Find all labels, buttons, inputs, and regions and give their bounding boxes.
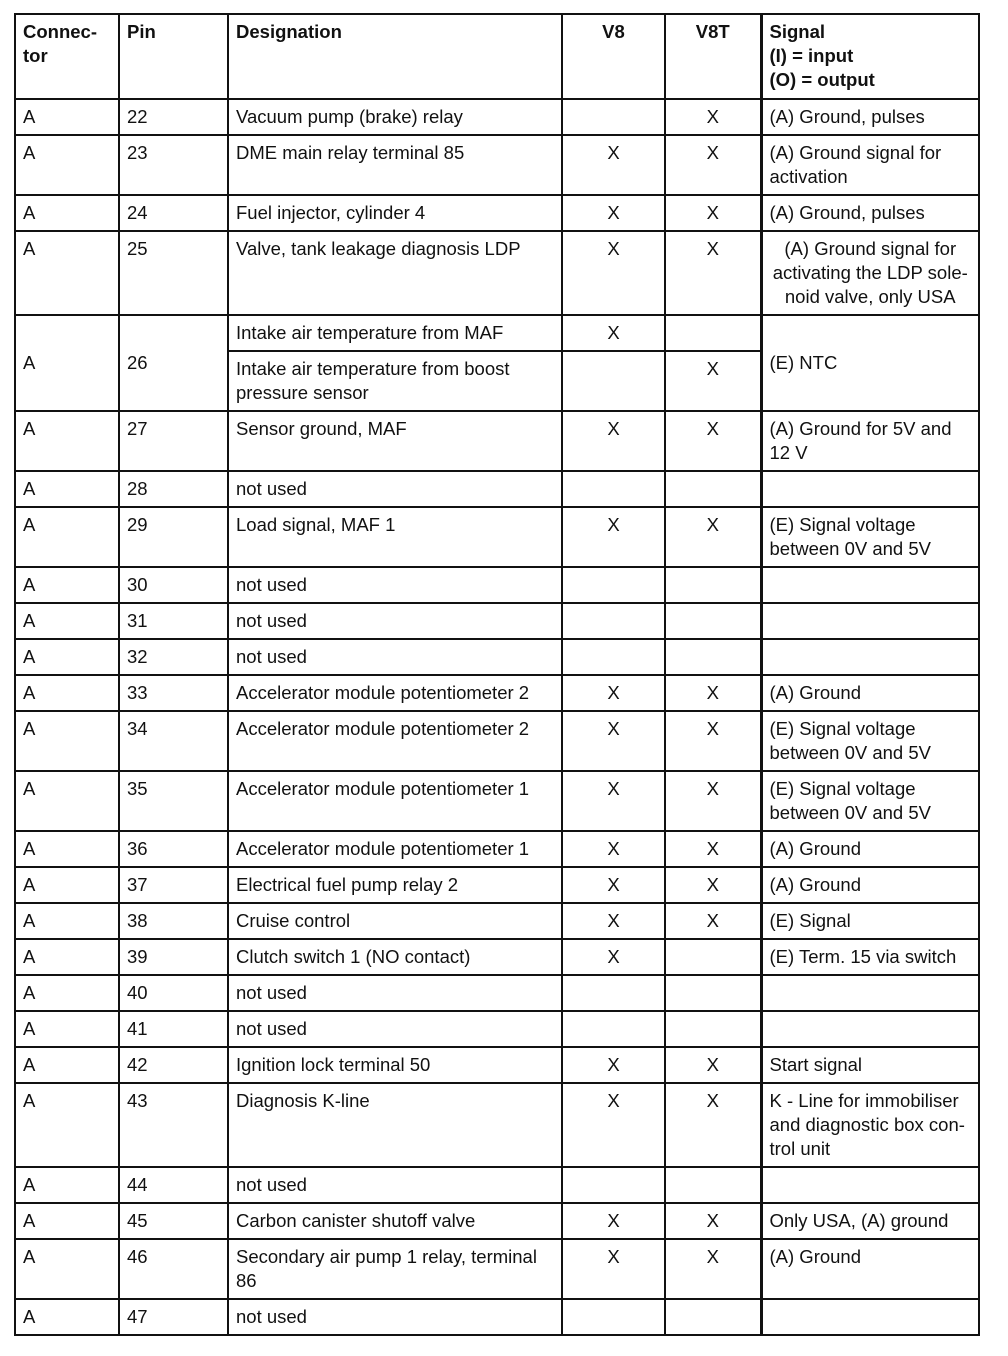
- cell-designation: not used: [228, 1011, 562, 1047]
- cell-pin: 22: [119, 99, 228, 135]
- cell-signal: (A) Ground: [761, 1239, 979, 1299]
- cell-pin: 28: [119, 471, 228, 507]
- cell-v8: X: [562, 1083, 665, 1167]
- cell-v8t: [665, 471, 761, 507]
- cell-v8t: X: [665, 507, 761, 567]
- cell-v8: [562, 471, 665, 507]
- cell-v8: [562, 351, 665, 411]
- table-row: [15, 99, 979, 135]
- cell-connector: A: [15, 771, 119, 831]
- cell-signal: [761, 639, 979, 675]
- cell-v8t: X: [665, 195, 761, 231]
- cell-pin: 31: [119, 603, 228, 639]
- cell-designation: Accelerator module potentiometer 1: [228, 771, 562, 831]
- cell-connector: A: [15, 411, 119, 471]
- table-row: [15, 195, 979, 231]
- cell-v8t: X: [665, 1047, 761, 1083]
- cell-signal: (A) Ground: [761, 867, 979, 903]
- table-row: [15, 639, 979, 675]
- table-row: [15, 411, 979, 471]
- cell-v8: X: [562, 831, 665, 867]
- table-row: [15, 471, 979, 507]
- cell-designation: not used: [228, 975, 562, 1011]
- cell-v8: [562, 975, 665, 1011]
- cell-pin: 34: [119, 711, 228, 771]
- cell-pin: 38: [119, 903, 228, 939]
- cell-pin: 23: [119, 135, 228, 195]
- cell-v8: X: [562, 507, 665, 567]
- cell-v8t: [665, 315, 761, 351]
- cell-designation: Accelerator module potentiometer 2: [228, 675, 562, 711]
- table-row: [15, 771, 979, 831]
- cell-v8: [562, 567, 665, 603]
- cell-pin: 30: [119, 567, 228, 603]
- cell-pin: 32: [119, 639, 228, 675]
- cell-v8: X: [562, 771, 665, 831]
- cell-v8t: X: [665, 1239, 761, 1299]
- table-row: [15, 939, 979, 975]
- table-row: [15, 1047, 979, 1083]
- cell-signal: (E) NTC: [761, 315, 979, 411]
- cell-pin: 46: [119, 1239, 228, 1299]
- table-row: [15, 831, 979, 867]
- cell-connector: A: [15, 1083, 119, 1167]
- cell-connector: A: [15, 603, 119, 639]
- cell-connector: A: [15, 195, 119, 231]
- cell-v8: X: [562, 867, 665, 903]
- table-row: [15, 603, 979, 639]
- cell-signal: (E) Signal: [761, 903, 979, 939]
- cell-signal: (E) Signal voltage between 0V and 5V: [761, 711, 979, 771]
- cell-signal: [761, 471, 979, 507]
- cell-pin: 40: [119, 975, 228, 1011]
- header-v8t: V8T: [665, 14, 761, 99]
- cell-v8t: [665, 1299, 761, 1335]
- cell-connector: A: [15, 1299, 119, 1335]
- cell-signal: K - Line for immobiliser and diagnostic box con- trol unit: [761, 1083, 979, 1167]
- table-row: [15, 567, 979, 603]
- cell-connector: A: [15, 903, 119, 939]
- cell-v8: [562, 603, 665, 639]
- cell-connector: A: [15, 1239, 119, 1299]
- cell-designation: not used: [228, 471, 562, 507]
- cell-v8: [562, 639, 665, 675]
- cell-connector: A: [15, 1203, 119, 1239]
- table-row: [15, 1167, 979, 1203]
- cell-signal: (A) Ground, pulses: [761, 99, 979, 135]
- table-row: [15, 711, 979, 771]
- cell-v8t: X: [665, 903, 761, 939]
- cell-signal: (A) Ground signal for activating the LDP sole- noid valve, only USA: [761, 231, 979, 315]
- cell-designation: Sensor ground, MAF: [228, 411, 562, 471]
- cell-v8: X: [562, 1239, 665, 1299]
- cell-pin: 42: [119, 1047, 228, 1083]
- header-signal-label: Signal (I) = input (O) = output: [769, 21, 875, 90]
- cell-designation: Clutch switch 1 (NO contact): [228, 939, 562, 975]
- cell-v8: X: [562, 939, 665, 975]
- cell-v8t: [665, 603, 761, 639]
- cell-designation: Diagnosis K-line: [228, 1083, 562, 1167]
- cell-pin: 26: [119, 315, 228, 411]
- cell-designation: Vacuum pump (brake) relay: [228, 99, 562, 135]
- cell-v8: [562, 1167, 665, 1203]
- cell-v8t: X: [665, 867, 761, 903]
- cell-connector: A: [15, 639, 119, 675]
- cell-v8t: [665, 1167, 761, 1203]
- cell-signal: [761, 1167, 979, 1203]
- cell-signal: (E) Term. 15 via switch: [761, 939, 979, 975]
- cell-signal: [761, 1011, 979, 1047]
- cell-v8t: [665, 939, 761, 975]
- cell-pin: 45: [119, 1203, 228, 1239]
- cell-designation: Ignition lock terminal 50: [228, 1047, 562, 1083]
- cell-designation: Carbon canister shutoff valve: [228, 1203, 562, 1239]
- cell-connector: A: [15, 1047, 119, 1083]
- cell-connector: A: [15, 99, 119, 135]
- cell-pin: 41: [119, 1011, 228, 1047]
- cell-signal: (A) Ground for 5V and 12 V: [761, 411, 979, 471]
- cell-connector: A: [15, 711, 119, 771]
- cell-signal: (A) Ground, pulses: [761, 195, 979, 231]
- cell-v8t: [665, 975, 761, 1011]
- cell-connector: A: [15, 1167, 119, 1203]
- cell-connector: A: [15, 675, 119, 711]
- cell-designation: Intake air temperature from MAF: [228, 315, 562, 351]
- cell-designation: Electrical fuel pump relay 2: [228, 867, 562, 903]
- cell-signal: (A) Ground: [761, 675, 979, 711]
- cell-connector: A: [15, 507, 119, 567]
- cell-pin: 27: [119, 411, 228, 471]
- cell-pin: 39: [119, 939, 228, 975]
- cell-designation: Fuel injector, cylinder 4: [228, 195, 562, 231]
- cell-designation: Load signal, MAF 1: [228, 507, 562, 567]
- cell-signal: [761, 975, 979, 1011]
- cell-v8: [562, 1011, 665, 1047]
- cell-v8t: X: [665, 231, 761, 315]
- cell-pin: 47: [119, 1299, 228, 1335]
- cell-v8t: [665, 1011, 761, 1047]
- table-row: [15, 1239, 979, 1299]
- cell-designation: not used: [228, 1167, 562, 1203]
- cell-v8: X: [562, 195, 665, 231]
- cell-v8: X: [562, 711, 665, 771]
- table-body: [15, 99, 979, 1335]
- table-row: [15, 231, 979, 315]
- table-row: [15, 1011, 979, 1047]
- table-row: [15, 1203, 979, 1239]
- table-row: [15, 975, 979, 1011]
- pin-assignment-table: [14, 13, 980, 1336]
- cell-signal: (A) Ground signal for activation: [761, 135, 979, 195]
- cell-signal: [761, 1299, 979, 1335]
- cell-v8t: [665, 639, 761, 675]
- cell-signal: Only USA, (A) ground: [761, 1203, 979, 1239]
- cell-pin: 44: [119, 1167, 228, 1203]
- cell-connector: A: [15, 567, 119, 603]
- cell-signal: [761, 567, 979, 603]
- cell-v8t: X: [665, 135, 761, 195]
- cell-connector: A: [15, 231, 119, 315]
- table-row: [15, 675, 979, 711]
- cell-v8t: X: [665, 711, 761, 771]
- cell-v8: X: [562, 135, 665, 195]
- cell-v8t: X: [665, 1083, 761, 1167]
- cell-designation: not used: [228, 603, 562, 639]
- cell-pin: 37: [119, 867, 228, 903]
- cell-connector: A: [15, 471, 119, 507]
- cell-v8: X: [562, 675, 665, 711]
- cell-pin: 43: [119, 1083, 228, 1167]
- table-row: [15, 1299, 979, 1335]
- cell-signal: Start signal: [761, 1047, 979, 1083]
- cell-v8t: X: [665, 1203, 761, 1239]
- cell-signal: (E) Signal voltage between 0V and 5V: [761, 771, 979, 831]
- cell-v8: X: [562, 1203, 665, 1239]
- cell-connector: A: [15, 135, 119, 195]
- table-row: [15, 903, 979, 939]
- cell-v8t: X: [665, 99, 761, 135]
- cell-connector: A: [15, 1011, 119, 1047]
- cell-v8: X: [562, 1047, 665, 1083]
- cell-v8: [562, 99, 665, 135]
- cell-v8t: X: [665, 831, 761, 867]
- cell-designation: DME main relay terminal 85: [228, 135, 562, 195]
- cell-pin: 29: [119, 507, 228, 567]
- header-v8: V8: [562, 14, 665, 99]
- cell-pin: 36: [119, 831, 228, 867]
- table-row: [15, 315, 979, 351]
- header-signal: [761, 14, 979, 99]
- cell-v8: [562, 1299, 665, 1335]
- cell-pin: 33: [119, 675, 228, 711]
- cell-v8: X: [562, 411, 665, 471]
- header-connector-label: Connec- tor: [23, 21, 97, 66]
- cell-designation: Cruise control: [228, 903, 562, 939]
- header-connector: [15, 14, 119, 99]
- cell-designation: not used: [228, 1299, 562, 1335]
- cell-designation: not used: [228, 639, 562, 675]
- cell-v8t: X: [665, 675, 761, 711]
- header-designation: Designation: [228, 14, 562, 99]
- cell-signal: (A) Ground: [761, 831, 979, 867]
- table-row: [15, 867, 979, 903]
- table-header-row: [15, 14, 979, 99]
- cell-designation: Intake air temperature from boost pressure sensor: [228, 351, 562, 411]
- cell-pin: 24: [119, 195, 228, 231]
- cell-designation: Accelerator module potentiometer 1: [228, 831, 562, 867]
- cell-connector: A: [15, 867, 119, 903]
- cell-designation: not used: [228, 567, 562, 603]
- cell-pin: 35: [119, 771, 228, 831]
- cell-v8: X: [562, 231, 665, 315]
- cell-designation: Valve, tank leakage diagnosis LDP: [228, 231, 562, 315]
- cell-designation: Accelerator module potentiometer 2: [228, 711, 562, 771]
- cell-v8: X: [562, 903, 665, 939]
- cell-v8t: [665, 567, 761, 603]
- cell-signal: (E) Signal voltage between 0V and 5V: [761, 507, 979, 567]
- cell-connector: A: [15, 315, 119, 411]
- table-row: [15, 135, 979, 195]
- table-row: [15, 1083, 979, 1167]
- cell-designation: Secondary air pump 1 relay, terminal 86: [228, 1239, 562, 1299]
- cell-v8t: X: [665, 411, 761, 471]
- cell-connector: A: [15, 831, 119, 867]
- cell-v8: X: [562, 315, 665, 351]
- cell-v8t: X: [665, 351, 761, 411]
- cell-connector: A: [15, 939, 119, 975]
- table-row: [15, 507, 979, 567]
- cell-pin: 25: [119, 231, 228, 315]
- cell-connector: A: [15, 975, 119, 1011]
- cell-v8t: X: [665, 771, 761, 831]
- cell-signal: [761, 603, 979, 639]
- header-pin: Pin: [119, 14, 228, 99]
